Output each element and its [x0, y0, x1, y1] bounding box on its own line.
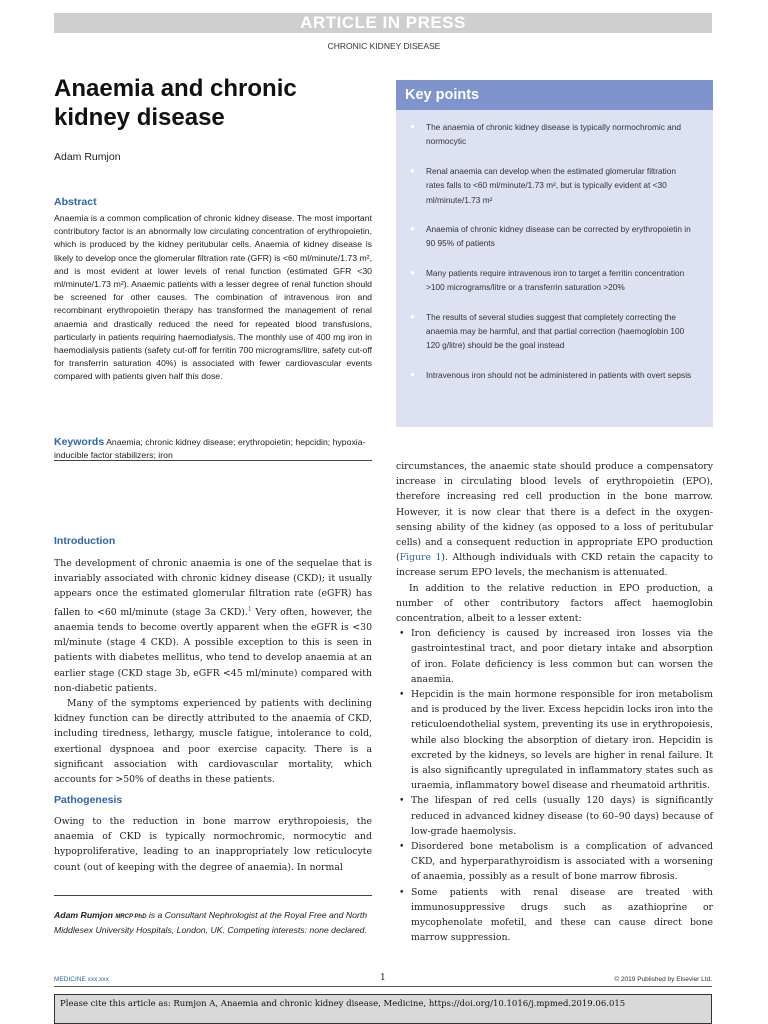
pathogenesis-body [54, 814, 372, 875]
bullet-icon: • [399, 886, 405, 898]
paragraph: In addition to the relative reduction in EPO production, a number of other contributory factors affect haemoglobin concentration, albeit to a lesser extent: [396, 582, 713, 625]
author-name: Adam Rumjon [54, 151, 121, 163]
footnote-credentials: MRCP PhD [115, 914, 147, 920]
footnote-text: is a Consultant Nephrologist at the Royal Free and North Middlesex University Hospitals, London, UK. Competing interests: none declared. [54, 910, 368, 935]
keywords-list: Anaemia; chronic kidney disease; erythropoietin; hepcidin; hypoxia-inducible factor stabilizers; iron [54, 437, 366, 461]
bullet-icon: • [399, 689, 405, 701]
keywords-label: Keywords [54, 436, 105, 448]
key-point-item: ● Renal anaemia can develop when the estimated glomerular filtration rates falls to <60 ml/minute/1.73 m², but is typically evident at <30 ml/minute/1.73 m² [410, 165, 676, 205]
bullet-icon: ● [410, 122, 415, 131]
list-item: • Some patients with renal disease are treated with immunosuppressive drugs such as azathioprine or mycophenolate mofetil, and these can cause direct bone marrow suppression. [399, 886, 713, 944]
key-point-item: ● Anaemia of chronic kidney disease can be corrected by erythropoietin in 90 95% of patients [410, 224, 691, 249]
citation-box: Please cite this article as: Rumjon A, Anaemia and chronic kidney disease, Medicine, https://doi.org/10.1016/j.mpmed.2019.06.015 [54, 994, 712, 1024]
bullet-icon: ● [410, 224, 415, 234]
paragraph: The development of chronic anaemia is one of the sequelae that is invariably associated with chronic kidney disease (CKD); it usually appears once the estimated glomerular filtration rate (eGFR) has fallen to <60 ml/minute (stage 3a CKD).$^1$ Very often, however, the anaemia tends to become overtly apparent when the eGFR is <30 ml/minute (stage 4 CKD). A possible exception to this is seen in patients with diabetes mellitus, who tend to develop anaemia at an earlier stage (CKD stage 3b, eGFR <45 ml/minute) compared with non-diabetic patients. [54, 558, 372, 694]
pathogenesis-heading: Pathogenesis [54, 794, 123, 806]
reference-link[interactable]: 1 [247, 605, 252, 613]
paragraph: circumstances, the anaemic state should produce a compensatory increase in circulating blood levels of erythropoietin (EPO), therefore increasing red cell production in the bone marrow. However, it is now clear that there is a defect in the oxygen-sensing ability of the kidney (as opposed to a loss of peritubular cells) and a consequent reduction in appropriate EPO production (Figure 1). Although individuals with CKD retain the capacity to increase serum EPO levels, the mechanism is attenuated. [396, 461, 713, 579]
introduction-body [54, 556, 372, 787]
bullet-icon: ● [410, 267, 415, 277]
list-item: • Iron deficiency is caused by increased iron losses via the gastrointestinal tract, and poor dietary intake and absorption of iron. Folate deficiency is less common but can worsen the anaemia. [399, 628, 713, 685]
key-points-heading: Key points [396, 80, 713, 110]
author-footnote [54, 909, 374, 936]
paragraph: Many of the symptoms experienced by patients with declining kidney function can be directly attributed to the anaemia of CKD, including tiredness, lethargy, muscle fatigue, intolerance to cold, exertional dyspnoea and poor exercise capacity. There is a significant association with cardiovascular mortality, which accounts for >50% of deaths in these patients. [54, 697, 372, 785]
footnote-author-name: Adam Rumjon [54, 910, 113, 920]
copyright: © 2019 Published by Elsevier Ltd. [614, 976, 712, 983]
paragraph: Owing to the reduction in bone marrow erythropoiesis, the anaemia of CKD is typically normochromic, normocytic and hypoproliferative, leading to an inappropriately low reticulocyte count (out of keeping with the degree of anaemia). In normal [54, 816, 372, 873]
abstract-text: Anaemia is a common complication of chronic kidney disease. The most important contributory factor is an abnormally low circulating concentration of erythropoietin, which is produced by the kidney peritubular cells. Anaemia of kidney disease is likely to develop once the glomerular filtration rate (GFR) is <60 ml/minute/1.73 m², and is most evident at lower levels of renal function (estimated GFR <30 ml/minute/1.73 m²). Anaemic patients with a lesser degree of renal function should be screened for other causes. The combination of intravenous iron and recombinant erythropoietin therapy has transformed the management of renal anaemia and drastically reduced the need for repeated blood transfusions, particularly in patients requiring haemodialysis. The monthly use of 400 mg iron in haemodialysis patients (safety cut-off for ferritin 700 micrograms/litre, safety cut-off for transferrin saturation 40%) is associated with fewer cardiovascular events compared with patients given half this dose. [54, 213, 372, 382]
bullet-icon: ● [410, 369, 415, 379]
list-item: • The lifespan of red cells (usually 120 days) is significantly reduced in advanced kidney disease (to 60–90 days) because of low-grade haemolysis. [399, 795, 713, 837]
key-point-item: ● Intravenous iron should not be administered in patients with overt sepsis [410, 368, 695, 382]
key-points-box [396, 80, 713, 427]
bullet-icon: • [399, 841, 405, 853]
divider [54, 460, 372, 461]
list-item: • Disordered bone metabolism is a complication of advanced CKD, and hyperparathyroidism is associated with a worsening of anaemia, possibly as a result of bone marrow fibrosis. [399, 841, 713, 883]
right-column-body [396, 459, 713, 946]
abstract-heading: Abstract [54, 196, 97, 208]
bullet-icon: ● [410, 311, 415, 321]
bullet-icon: • [399, 795, 405, 807]
figure-link[interactable]: Figure 1 [399, 552, 442, 564]
contributory-factors-list [396, 626, 713, 945]
bullet-icon: ● [410, 165, 415, 175]
footnote-divider [54, 895, 372, 896]
keywords [54, 436, 372, 462]
section-label: CHRONIC KIDNEY DISEASE [327, 41, 441, 51]
key-point-item: ● The anaemia of chronic kidney disease is typically normochromic and normocytic [410, 122, 682, 147]
bullet-icon: • [399, 628, 405, 640]
key-points-list [396, 110, 713, 382]
journal-label: MEDICINE xxx:xxx [54, 976, 109, 983]
footer-divider [54, 986, 712, 987]
article-in-press-banner: ARTICLE IN PRESS [54, 13, 712, 33]
list-item: • Hepcidin is the main hormone responsible for iron metabolism and is produced by the liver. Excess hepcidin locks iron into the reticuloendothelial system, preventing its use in erythropoiesis, while also blocking the absorption of dietary iron. Hepcidin is excreted by the kidneys, so levels are higher in renal failure. It is also significantly upregulated in inflammatory states such as uraemia, inflammatory bowel disease and rheumatoid arthritis. [399, 689, 713, 792]
key-point-item: ● The results of several studies suggest that completely correcting the anaemia may be harmful, and that partial correction (haemoglobin 100 120 g/litre) should be the goal instead [410, 311, 685, 351]
introduction-heading: Introduction [54, 535, 116, 547]
page-number: 1 [380, 973, 386, 983]
article-title: Anaemia and chronic kidney disease [54, 75, 297, 131]
key-point-item: ● Many patients require intravenous iron to target a ferritin concentration >100 micrograms/litre or a transferrin saturation >20% [410, 267, 685, 293]
